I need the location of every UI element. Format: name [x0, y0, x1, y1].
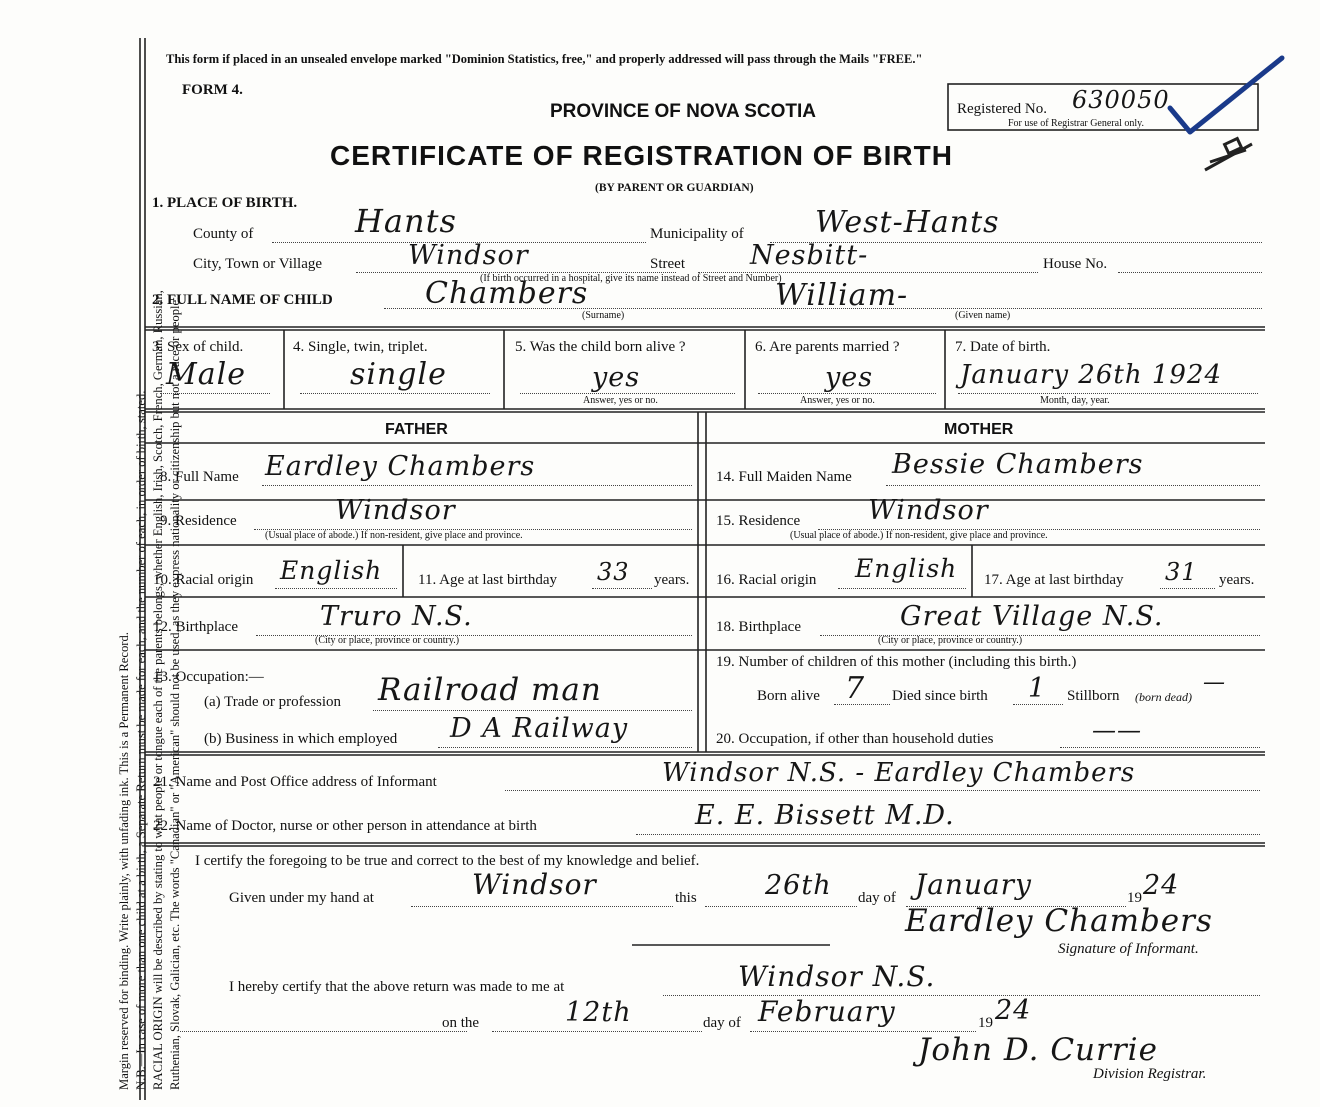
registration-year-value: 24	[995, 995, 1032, 1026]
father-age-value: 33	[597, 558, 630, 586]
mother-residence-note: (Usual place of abode.) If non-resident, give place and province.	[790, 530, 1048, 541]
father-residence-value: Windsor	[335, 495, 456, 526]
form-number: FORM 4.	[182, 82, 243, 98]
father-occupation-label: 13. Occupation:—	[153, 669, 264, 685]
informant-signature-label: Signature of Informant.	[1058, 941, 1199, 957]
municipality-value: West-Hants	[815, 205, 1000, 240]
mother-racial-label: 16. Racial origin	[716, 572, 817, 588]
father-age-years: years.	[654, 572, 690, 588]
mother-residence-label: 15. Residence	[716, 513, 801, 529]
born-alive-count-label: Born alive	[757, 688, 820, 704]
hereby-certify-label: I hereby certify that the above return was made to me at	[229, 979, 565, 995]
multiplicity-value: single	[350, 357, 447, 392]
date-of-birth-label: 7. Date of birth.	[955, 339, 1051, 355]
house-number-label: House No.	[1043, 256, 1108, 272]
province-heading: PROVINCE OF NOVA SCOTIA	[550, 101, 817, 122]
registrar-signature: John D. Currie	[918, 1032, 1158, 1068]
certificate-title: CERTIFICATE OF REGISTRATION OF BIRTH	[330, 140, 953, 171]
city-value: Windsor	[408, 240, 529, 271]
mother-racial-value: English	[855, 554, 958, 583]
registrar-label: Division Registrar.	[1093, 1066, 1207, 1082]
informant-label: 21. Name and Post Office address of Informant	[153, 774, 437, 790]
given-place-value: Windsor	[472, 868, 597, 901]
date-of-birth-note: Month, day, year.	[1040, 395, 1110, 406]
certify-year-value: 24	[1143, 870, 1180, 901]
mother-age-years: years.	[1219, 572, 1255, 588]
certify-year-prefix: 19	[1127, 890, 1142, 906]
father-business-value: D A Railway	[450, 713, 629, 744]
child-surname: Chambers	[425, 276, 589, 311]
father-residence-note: (Usual place of abode.) If non-resident, give place and province.	[265, 530, 523, 541]
father-residence-label: 9. Residence	[160, 513, 237, 529]
parents-married-value: yes	[825, 362, 874, 393]
certify-day-value: 26th	[765, 870, 832, 901]
multiplicity-label: 4. Single, twin, triplet.	[293, 339, 428, 355]
surname-note: (Surname)	[582, 310, 625, 321]
street-value: Nesbitt-	[750, 240, 869, 271]
county-label: County of	[193, 226, 254, 242]
registered-label: Registered No.	[957, 101, 1047, 117]
informant-signature: Eardley Chambers	[905, 903, 1213, 939]
parents-married-note: Answer, yes or no.	[800, 395, 875, 406]
born-alive-count-value: 7	[845, 671, 866, 706]
child-name-label: 2. FULL NAME OF CHILD	[152, 292, 333, 308]
margin-note-1: Margin reserved for binding. Write plainly, with unfading ink. This is a Permanent Record.	[117, 632, 131, 1090]
mother-age-value: 31	[1165, 558, 1198, 586]
hereby-place-value: Windsor N.S.	[738, 960, 936, 993]
father-trade-value: Railroad man	[378, 672, 602, 708]
date-of-birth-value: January 26th 1924	[960, 360, 1223, 390]
certificate-subtitle: (BY PARENT OR GUARDIAN)	[595, 182, 754, 194]
city-label: City, Town or Village	[193, 256, 323, 272]
registration-day-label: day of	[703, 1015, 741, 1031]
died-since-birth-label: Died since birth	[892, 688, 988, 704]
father-header: FATHER	[385, 421, 448, 438]
mother-name-value: Bessie Chambers	[892, 449, 1144, 480]
father-racial-label: 10. Racial origin	[153, 572, 254, 588]
given-name-note: (Given name)	[955, 310, 1011, 321]
registration-month-value: February	[758, 995, 896, 1028]
county-value: Hants	[355, 202, 457, 240]
mother-age-label: 17. Age at last birthday	[984, 572, 1124, 588]
mother-birthplace-note: (City or place, province or country.)	[878, 635, 1023, 646]
hospital-note: (If birth occurred in a hospital, give its name instead of Street and Number)	[480, 273, 782, 284]
margin-note-2: N.B.—In case of more than one child at a birth, a Separate Return must be made for each, and the number of each, in order of birth, stated.	[134, 390, 148, 1090]
registration-day-value: 12th	[565, 997, 632, 1028]
born-alive-label: 5. Was the child born alive ?	[515, 339, 686, 355]
registered-number: 630050	[1072, 86, 1170, 114]
mother-occupation-value: ——	[1092, 716, 1142, 744]
certify-statement: I certify the foregoing to be true and correct to the best of my knowledge and belief.	[195, 853, 700, 869]
mother-occupation-label: 20. Occupation, if other than household duties	[716, 731, 994, 747]
given-under-hand-label: Given under my hand at	[229, 890, 374, 906]
doctor-label: 22. Name of Doctor, nurse or other person in attendance at birth	[153, 818, 537, 834]
sex-value: Male	[166, 357, 246, 392]
father-name-value: Eardley Chambers	[265, 451, 536, 482]
certify-day-label: day of	[858, 890, 896, 906]
registrar-note: For use of Registrar General only.	[1008, 118, 1144, 129]
mother-residence-value: Windsor	[868, 495, 989, 526]
father-business-label: (b) Business in which employed	[204, 731, 398, 747]
doctor-value: E. E. Bissett M.D.	[695, 800, 955, 831]
died-since-birth-value: 1	[1028, 673, 1047, 704]
sex-label: 3. Sex of child.	[152, 339, 244, 355]
mother-name-label: 14. Full Maiden Name	[716, 469, 852, 485]
father-birthplace-value: Truro N.S.	[320, 601, 473, 632]
place-of-birth-label: 1. PLACE OF BIRTH.	[152, 195, 298, 211]
child-given-name: William-	[775, 278, 909, 313]
check-mark-icon	[1170, 58, 1282, 132]
registration-year-prefix: 19	[978, 1015, 993, 1031]
father-birthplace-note: (City or place, province or country.)	[315, 635, 460, 646]
father-birthplace-label: 12. Birthplace	[153, 619, 238, 635]
mother-birthplace-label: 18. Birthplace	[716, 619, 801, 635]
margin-note-4: Ruthenian, Slovak, Galician, etc. The words "Canadian" or "American" should not be used, as they express nationality or citizenship but not a race or people.	[168, 296, 182, 1090]
this-label: this	[675, 890, 697, 906]
children-count-label: 19. Number of children of this mother (including this birth.)	[716, 654, 1077, 670]
stillborn-label: Stillborn	[1067, 688, 1120, 704]
stamp-icon	[1205, 139, 1252, 170]
father-racial-value: English	[280, 556, 383, 585]
street-label: Street	[650, 256, 685, 272]
father-trade-label: (a) Trade or profession	[204, 694, 342, 710]
mail-notice: This form if placed in an unsealed envelope marked "Dominion Statistics, free," and properly addressed will pass through the Mails "FREE."	[166, 52, 923, 66]
municipality-label: Municipality of	[650, 226, 744, 242]
on-the-label: on the	[442, 1015, 480, 1031]
born-alive-value: yes	[592, 362, 641, 393]
parents-married-label: 6. Are parents married ?	[755, 339, 900, 355]
stillborn-note: (born dead)	[1135, 690, 1192, 704]
stillborn-value: —	[1203, 670, 1226, 695]
margin-note-3: RACIAL ORIGIN will be described by stating to what people or tongue each of the parents belongs, whether English, Irish, Scotch, French, German, Russian,	[151, 290, 165, 1090]
certify-month-value: January	[915, 868, 1032, 901]
father-age-label: 11. Age at last birthday	[418, 572, 557, 588]
born-alive-note: Answer, yes or no.	[583, 395, 658, 406]
father-name-label: 8. Full Name	[160, 469, 239, 485]
mother-header: MOTHER	[944, 421, 1014, 438]
mother-birthplace-value: Great Village N.S.	[900, 601, 1164, 632]
informant-value: Windsor N.S. - Eardley Chambers	[662, 758, 1136, 788]
